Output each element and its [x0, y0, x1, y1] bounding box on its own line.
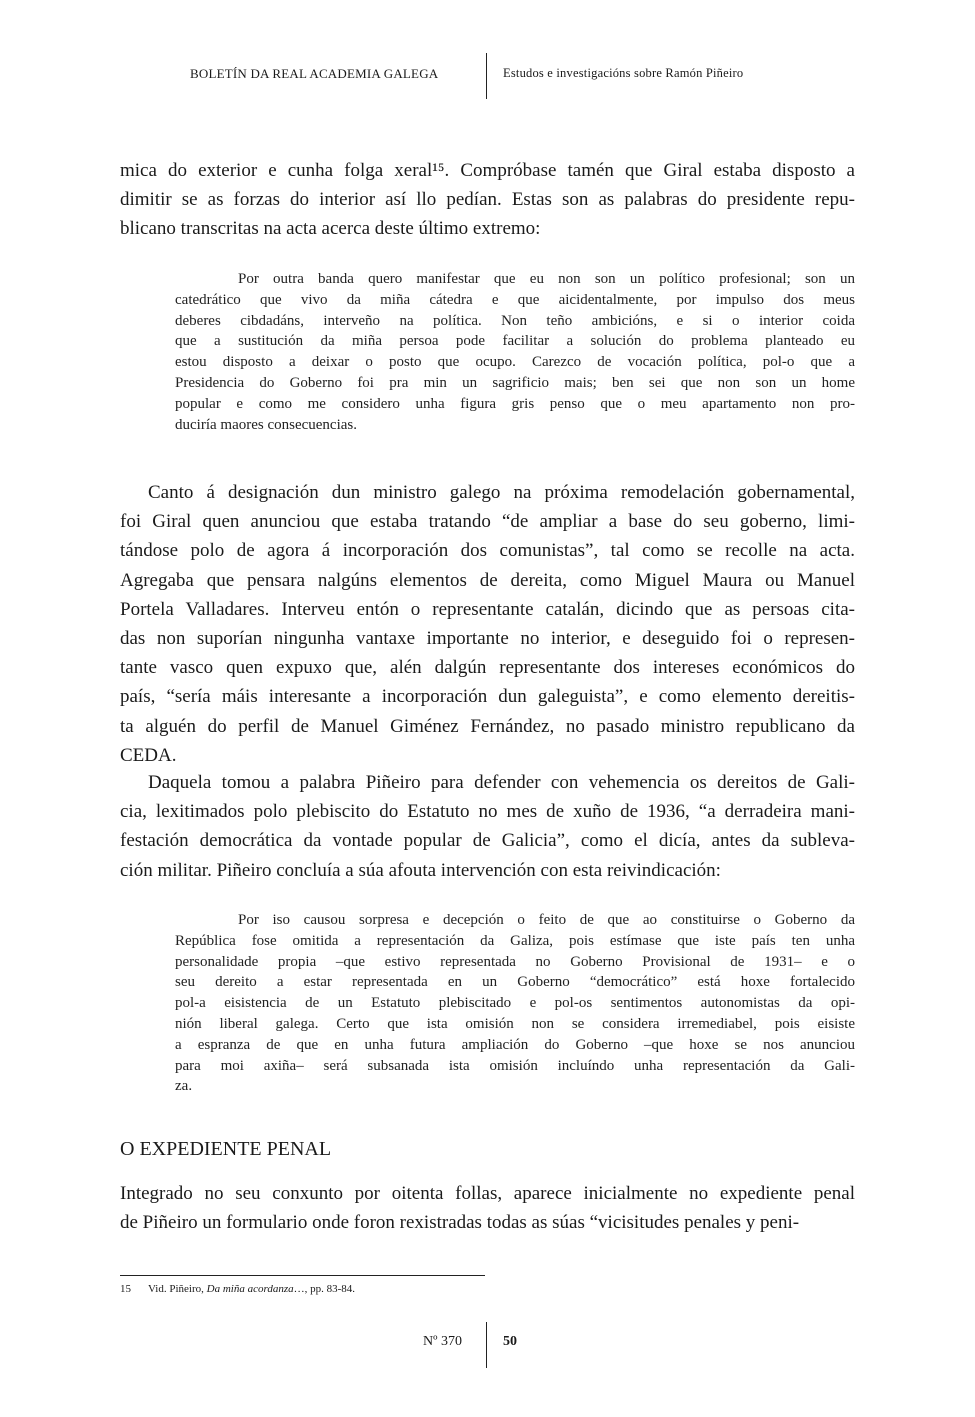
- text-line: a espranza de que en unha futura ampliación do Goberno –que hoxe se nos anunciou: [175, 1036, 855, 1053]
- section-heading: O EXPEDIENTE PENAL: [120, 1138, 332, 1160]
- text-line: Agregaba que pensara nalgúns elementos de dereita, como Miguel Maura ou Manuel: [120, 569, 855, 591]
- paragraph: [120, 768, 855, 885]
- text-line: Daquela tomou a palabra Piñeiro para defender con vehemencia os dereitos de Gali-: [148, 772, 855, 793]
- text-line: dimitir se as forzas do interior así llo pedían. Estas son as palabras do presidente repu-: [120, 189, 855, 211]
- paragraph: [120, 478, 855, 770]
- text-line: ta alguén do perfil de Manuel Giménez Fernández, no pasado ministro republicano da: [120, 715, 855, 737]
- text-line: catedrático que vivo da miña cátedra e que aicidentalmente, por impulso dos meus: [175, 291, 855, 308]
- text-line: tándose polo de agora á incorporación dos comunistas”, tal como se recolle na acta.: [120, 540, 855, 562]
- paragraph: [120, 1179, 855, 1237]
- text-line: seu dereito a estar representada en un Goberno “democrático” está hoxe fortalecido: [175, 974, 855, 991]
- issue-number: Nº 370: [423, 1334, 462, 1349]
- text-line: festación democrática da vontade popular de Galicia”, como el dicía, antes da subleva-: [120, 830, 855, 852]
- footnote-text-after: …, pp. 83-84.: [293, 1283, 356, 1295]
- text-line: estou disposto a deixar o posto que ocupo. Carezco de vocación política, pol-o que a: [175, 354, 855, 371]
- text-line: personalidade propia –que estivo representada no Goberno Provisional de 1931– e o: [175, 953, 855, 970]
- text-line: foi Giral quen anunciou que estaba tratando “de ampliar a base do seu goberno, limi-: [120, 511, 855, 533]
- text-line: nión liberal galega. Certo que ista omisión non se considera irremediabel, pois eisiste: [175, 1015, 855, 1032]
- footnote-divider: [120, 1275, 485, 1276]
- text-line: popular e como me considero unha figura gris penso que o meu apartamento non pro-: [175, 395, 855, 412]
- footnote-title: Da miña acordanza: [206, 1283, 294, 1295]
- text-line: CEDA.: [120, 744, 177, 766]
- block-quote: [175, 269, 855, 435]
- text-line: República fose omitida a representación da Galiza, pois estímase que iste país ten unha: [175, 932, 855, 949]
- text-line: Por iso causou sorpresa e decepción o feito de que ao constituirse o Goberno da: [238, 912, 855, 928]
- block-quote: [175, 910, 855, 1097]
- text-line: para moi axiña– será subsanada ista omisión incluíndo unha representación da Gali-: [175, 1057, 855, 1074]
- footnote-text: Vid. Piñeiro,: [148, 1283, 207, 1295]
- text-line: de Piñeiro un formulario onde foron rexistradas todas as súas “vicisitudes penales y peni-: [120, 1212, 800, 1234]
- text-line: cia, lexitimados polo plebiscito do Estatuto no mes de xuño de 1936, “a derradeira mani-: [120, 801, 855, 823]
- text-line: blicano transcritas na acta acerca deste último extremo:: [120, 218, 541, 240]
- text-line: duciría maores consecuencias.: [175, 416, 357, 433]
- footer-divider: [486, 1322, 487, 1368]
- text-line: mica do exterior e cunha folga xeral¹⁵. Compróbase tamén que Giral estaba disposto a: [120, 160, 855, 181]
- text-line: Portela Valladares. Interveu entón o representante catalán, dicindo que as persoas cita-: [120, 598, 855, 620]
- text-line: pol-a eisistencia de un Estatuto plebiscitado e pol-os sentimentos autonomistas da opi-: [175, 995, 855, 1012]
- journal-title: BOLETÍN DA REAL ACADEMIA GALEGA: [190, 66, 439, 81]
- text-line: das non suporían ningunha vantaxe importante no interior, e deseguido foi o represen-: [120, 627, 855, 649]
- footnote: [120, 1283, 355, 1295]
- paragraph: [120, 156, 855, 244]
- text-line: Canto á designación dun ministro galego na próxima remodelación gobernamental,: [148, 482, 855, 503]
- header-divider: [486, 53, 487, 99]
- text-line: Por outra banda quero manifestar que eu non son un político profesional; son un: [238, 271, 855, 287]
- text-line: que a sustitución da miña persoa pode facilitar a solución do problema planteado eu: [175, 333, 855, 350]
- text-line: ción militar. Piñeiro concluía a súa afouta intervención con esta reivindicación:: [120, 859, 721, 881]
- page-number: 50: [503, 1334, 517, 1349]
- text-line: Integrado no seu conxunto por oitenta follas, aparece inicialmente no expediente penal: [120, 1183, 855, 1204]
- text-line: país, “sería máis interesante a incorporación dun galeguista”, e como elemento dereitis-: [120, 686, 855, 708]
- text-line: deberes cibdadáns, interveño na política. Non teño ambicións, e si o interior coida: [175, 312, 855, 329]
- section-title: Estudos e investigacións sobre Ramón Piñeiro: [503, 66, 744, 80]
- footnote-number: 15: [120, 1283, 131, 1295]
- text-line: Presidencia do Goberno foi pra min un sagrificio mais; ben sei que non son un home: [175, 374, 855, 391]
- text-line: tante vasco quen expuxo que, alén dalgún representante dos intereses económicos do: [120, 657, 855, 679]
- text-line: za.: [175, 1078, 193, 1095]
